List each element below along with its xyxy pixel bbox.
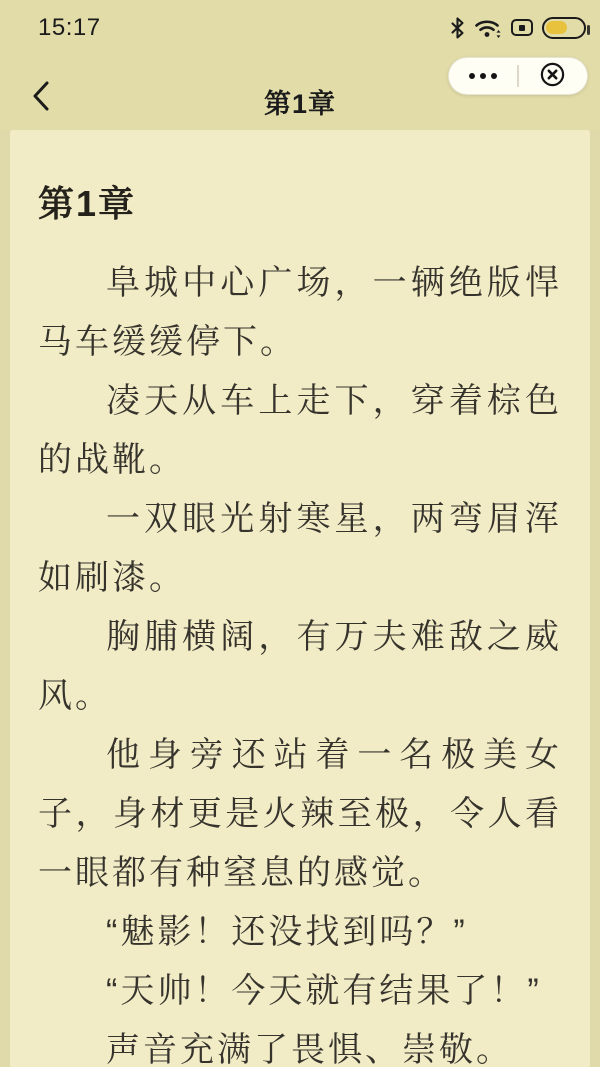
paragraph: 凌天从车上走下，穿着棕色的战靴。 [38, 382, 562, 479]
paragraph: 声音充满了畏惧、崇敬。 [106, 1031, 513, 1067]
back-button[interactable] [24, 79, 60, 115]
nav-title: 第1章 [263, 89, 337, 119]
more-dots-icon [469, 73, 497, 79]
screen-record-icon [511, 19, 533, 36]
paragraph: “天帅！今天就有结果了！” [106, 972, 542, 1010]
close-circle-icon [539, 61, 566, 91]
status-bar [0, 0, 600, 45]
reader-page[interactable] [10, 130, 590, 1067]
chapter-heading: 第1章 [38, 183, 137, 224]
top-bar [0, 0, 600, 130]
status-time: 15:17 [38, 13, 101, 41]
paragraph: 胸脯横阔，有万夫难敌之威风。 [38, 618, 562, 715]
paragraph: 他身旁还站着一名极美女子，身材更是火辣至极，令人看一眼都有种窒息的感觉。 [38, 736, 562, 892]
status-icons [450, 17, 586, 39]
nav-bar [0, 45, 600, 130]
paragraph: “魅影！还没找到吗？” [106, 913, 468, 951]
more-button[interactable] [449, 58, 517, 94]
wifi-icon [474, 17, 502, 39]
battery-icon [542, 17, 586, 39]
close-button[interactable] [519, 58, 587, 94]
paragraph: 阜城中心广场，一辆绝版悍马车缓缓停下。 [38, 264, 562, 361]
bluetooth-icon [450, 17, 465, 39]
mini-program-capsule [448, 57, 588, 95]
paragraph: 一双眼光射寒星，两弯眉浑如刷漆。 [38, 500, 562, 597]
battery-level [546, 21, 567, 34]
chevron-left-icon [27, 100, 57, 115]
